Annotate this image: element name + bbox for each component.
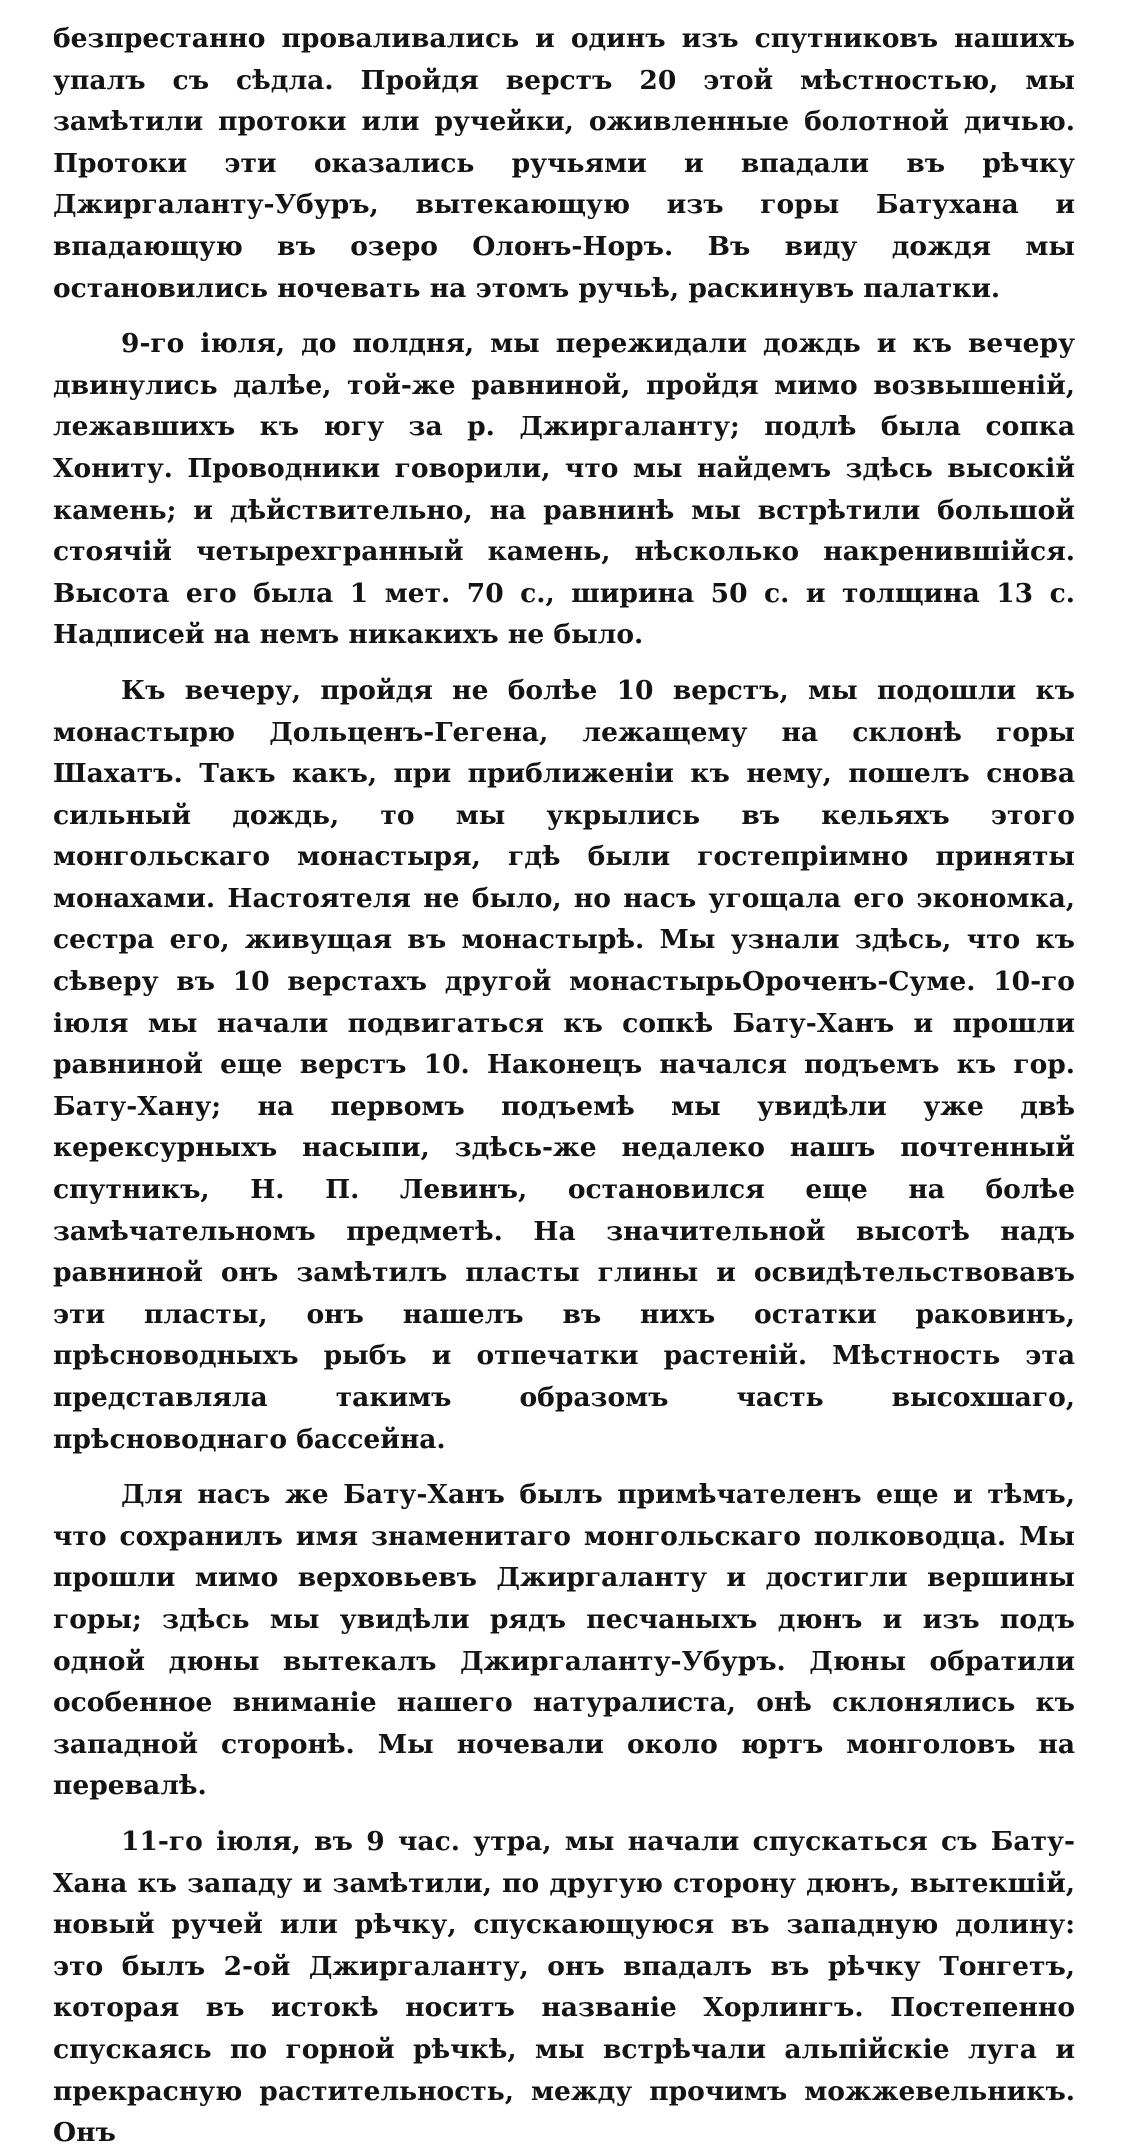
paragraph-3: Къ вечеру, пройдя не болѣе 10 верстъ, мы подошли къ монастырю Дольценъ-Гегена, лежащему на склонѣ горы Шахатъ. Такъ какъ, при приближеніи къ нему, пошелъ снова сильный дождь, то мы укрылись въ кельяхъ этого монгольскаго монастыря, гдѣ были гостепріимно приняты монахами. Настоятеля не было, но насъ угощала его экономка, сестра его, живущая въ монастырѣ. Мы узнали здѣсь, что къ сѣверу въ 10 верстахъ другой монастырьОроченъ-Суме. 10-го іюля мы начали подвигаться къ сопкѣ Бату-Ханъ и прошли равниной еще верстъ 10. Наконецъ начался подъемъ къ гор. Бату-Хану; на первомъ подъемѣ мы увидѣли уже двѣ керексурныхъ насыпи, здѣсь-же недалеко нашъ почтенный спутникъ, Н. П. Левинъ, остановился еще на болѣе замѣчательномъ предметѣ. На значительной высотѣ надъ равниной онъ замѣтилъ пласты глины и освидѣтельствовавъ эти пласты, онъ нашелъ въ нихъ остатки раковинъ, прѣсноводныхъ рыбъ и отпечатки растеній. Мѣстность эта представляла такимъ образомъ часть высохшаго, прѣсноводнаго бассейна. [53, 674, 1075, 1455]
paragraph-1: безпрестанно проваливались и одинъ изъ спутниковъ нашихъ упалъ съ сѣдла. Пройдя верстъ 20 этой мѣстностью, мы замѣтили протоки или ручейки, оживленные болотной дичью. Протоки эти оказались ручьями и впадали въ рѣчку Джиргаланту-Убуръ, вытекающую изъ горы Батухана и впадающую въ озеро Олонъ-Норъ. Въ виду дождя мы остановились ночевать на этомъ ручьѣ, раскинувъ палатки. [53, 23, 1075, 304]
page-text-block [53, 18, 1075, 2149]
paragraph-2: 9-го іюля, до полдня, мы пережидали дождь и къ вечеру двинулись далѣе, той-же равниной, пройдя мимо возвышеній, лежавшихъ къ югу за р. Джиргаланту; подлѣ была сопка Хониту. Проводники говорили, что мы найдемъ здѣсь высокій камень; и дѣйствительно, на равнинѣ мы встрѣтили большой стоячій четырехгранный камень, нѣсколько накренившійся. Высота его была 1 мет. 70 с., ширина 50 с. и толщина 13 с. Надписей на немъ никакихъ не было. [53, 328, 1075, 651]
paragraph-4: Для насъ же Бату-Ханъ былъ примѣчателенъ еще и тѣмъ, что сохранилъ имя знаменитаго монгольскаго полководца. Мы прошли мимо верховьевъ Джиргаланту и достигли вершины горы; здѣсь мы увидѣли рядъ песчаныхъ дюнъ и изъ подъ одной дюны вытекалъ Джиргаланту-Убуръ. Дюны обратили особенное вниманіе нашего натуралиста, онѣ склонялись къ западной сторонѣ. Мы ночевали около юртъ монголовъ на перевалѣ. [53, 1479, 1075, 1802]
paragraph-5: 11-го іюля, въ 9 час. утра, мы начали спускаться съ Бату-Хана къ западу и замѣтили, по другую сторону дюнъ, вытекшій, новый ручей или рѣчку, спускающуюся въ западную долину: это былъ 2-ой Джиргаланту, онъ впадалъ въ рѣчку Тонгетъ, которая въ истокѣ носитъ названіе Хорлингъ. Постепенно спускаясь по горной рѣчкѣ, мы встрѣчали альпійскіе луга и прекрасную растительность, между прочимъ можжевельникъ. Онъ [53, 1825, 1075, 2149]
